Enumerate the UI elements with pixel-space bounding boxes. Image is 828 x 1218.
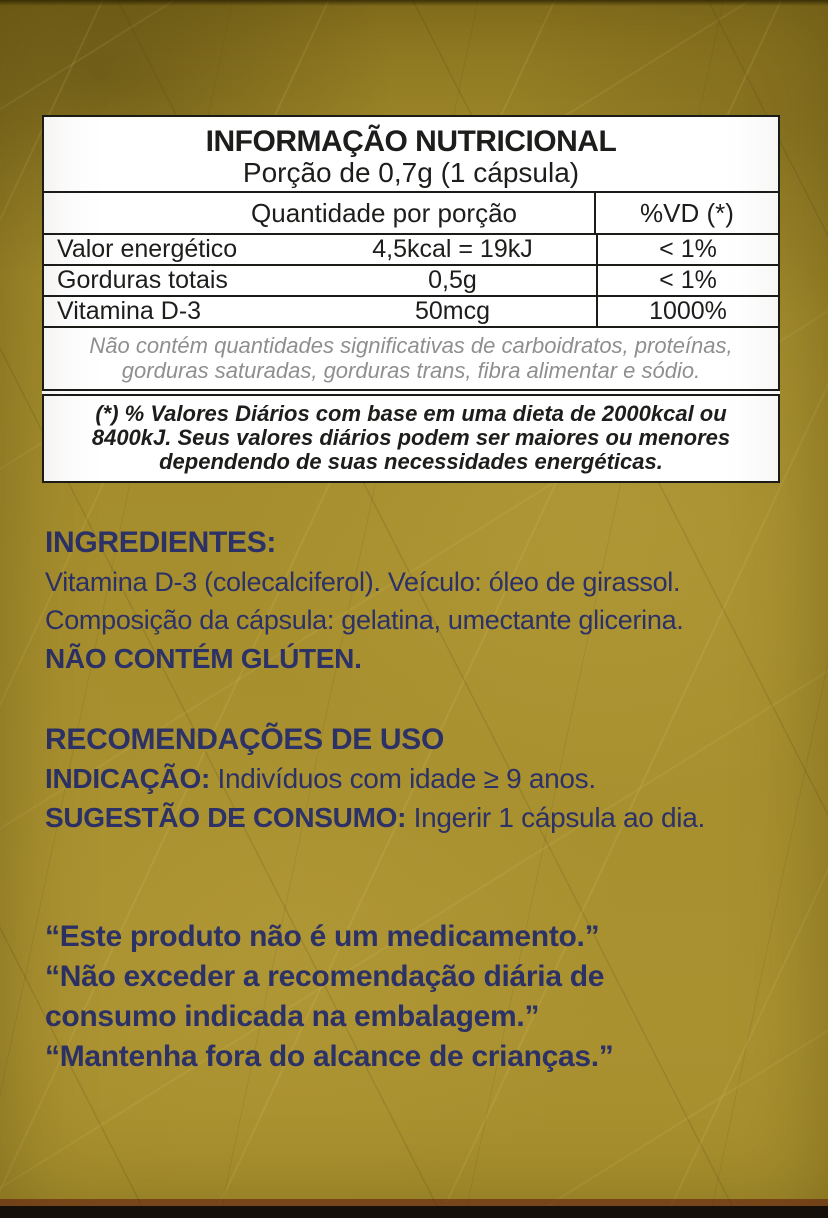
- indication-line: [45, 759, 705, 798]
- usage-section: [45, 720, 705, 837]
- warning-line: “Mantenha fora do alcance de crianças.”: [45, 1040, 614, 1073]
- table-row: [44, 295, 778, 326]
- nutrient-dv: < 1%: [659, 266, 717, 294]
- ingredients-line: Vitamina D-3 (colecalciferol). Veículo: óleo de girassol.: [45, 566, 681, 597]
- row-main: [44, 297, 598, 326]
- indication-label: INDICAÇÃO:: [45, 763, 210, 794]
- suggestion-text: Ingerir 1 cápsula ao dia.: [406, 802, 705, 833]
- nutrient-name: Vitamina D-3: [57, 297, 202, 325]
- nutrition-table: [42, 115, 780, 391]
- nutrition-title: INFORMAÇÃO NUTRICIONAL: [205, 125, 617, 158]
- nutrient-amount: 0,5g: [428, 266, 477, 294]
- nutrient-amount: 50mcg: [414, 297, 491, 325]
- dv-column-header: %VD (*): [640, 197, 734, 228]
- warning-line: “Este produto não é um medicamento.”: [45, 920, 600, 953]
- gluten-free-note: NÃO CONTÉM GLÚTEN.: [45, 642, 362, 674]
- warnings-section: [45, 917, 735, 1077]
- suggestion-line: [45, 798, 705, 837]
- nutrient-name: Gorduras totais: [57, 266, 228, 294]
- warning-line: “Não exceder a recomendação diária de consumo indicada na embalagem.”: [45, 960, 605, 1033]
- indication-text: Indivíduos com idade ≥ 9 anos.: [210, 763, 596, 794]
- nutrient-name: Valor energético: [57, 235, 238, 263]
- no-significant-amounts-note: Não contém quantidades significativas de carboidratos, proteínas, gorduras saturadas, gorduras trans, fibra alimentar e sódio.: [44, 326, 778, 389]
- table-header-main: [44, 193, 596, 233]
- table-row: [44, 233, 778, 264]
- row-main: [44, 266, 598, 295]
- daily-values-footnote: (*) % Valores Diários com base em uma dieta de 2000kcal ou 8400kJ. Seus valores diários podem ser maiores ou menores dependendo de suas necessidades energéticas.: [42, 394, 780, 483]
- nutrition-panel: [42, 115, 780, 483]
- suggestion-label: SUGESTÃO DE CONSUMO:: [45, 802, 407, 833]
- quantity-column-header: Quantidade por porção: [251, 197, 517, 228]
- row-main: [44, 235, 598, 264]
- serving-size: Porção de 0,7g (1 cápsula): [242, 157, 580, 188]
- ingredients-heading: INGREDIENTES:: [45, 526, 277, 559]
- nutrient-amount: 4,5kcal = 19kJ: [372, 235, 533, 263]
- top-edge-shadow: [0, 0, 828, 6]
- table-row: [44, 264, 778, 295]
- bottom-black-strip: [0, 1206, 828, 1218]
- ingredients-section: [45, 524, 683, 678]
- table-header-row: [44, 191, 778, 233]
- nutrient-dv: < 1%: [659, 235, 717, 263]
- usage-heading: RECOMENDAÇÕES DE USO: [45, 723, 445, 756]
- nutrient-dv: 1000%: [649, 297, 727, 325]
- ingredients-line: Composição da cápsula: gelatina, umectante glicerina.: [45, 605, 684, 635]
